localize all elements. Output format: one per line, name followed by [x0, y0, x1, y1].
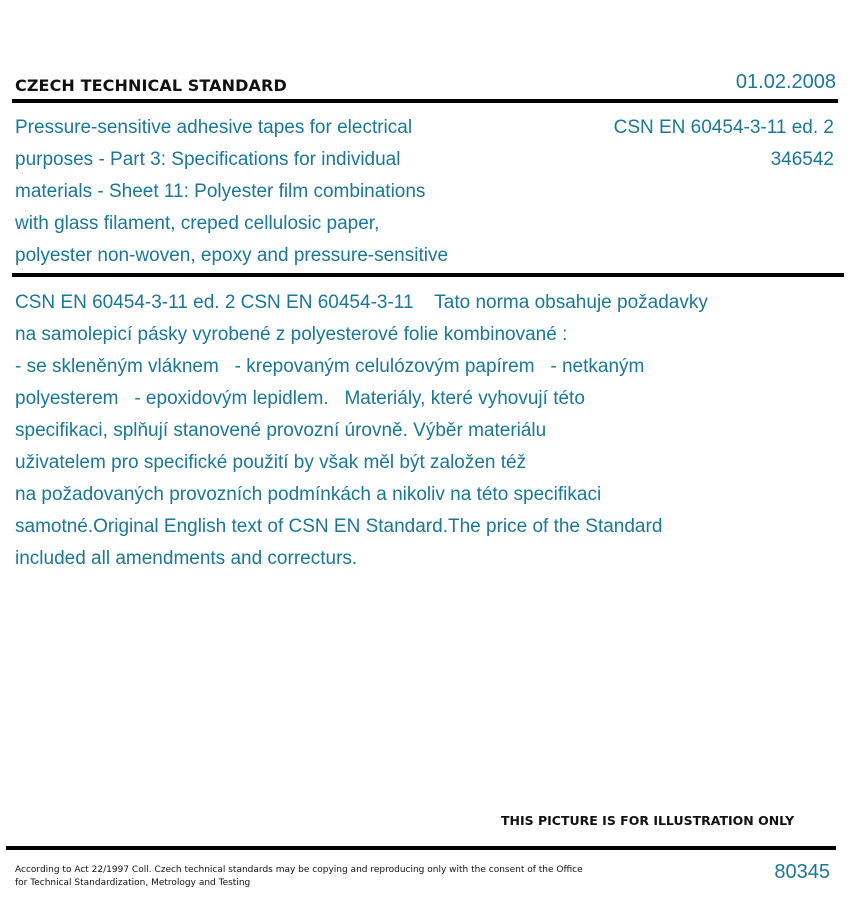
abstract-line: specifikaci, splňují stanovené provozní úrovně. Výběr materiálu: [15, 420, 547, 441]
title-line: with glass filament, creped cellulosic paper,: [15, 213, 380, 234]
abstract-line: - se skleněným vláknem - krepovaným celulózovým papírem - netkaným: [15, 356, 645, 377]
title-block: [15, 112, 535, 272]
top-rule: [12, 99, 838, 103]
title-line: polyester non-woven, epoxy and pressure-sensitive: [15, 245, 449, 266]
abstract: [15, 287, 815, 575]
catalog-number: 346542: [770, 149, 834, 170]
abstract-line: polyesterem - epoxidovým lepidlem. Materiály, které vyhovují této: [15, 388, 585, 409]
legal-line: According to Act 22/1997 Coll. Czech technical standards may be copying and reproducing only with the consent of the Office: [15, 865, 583, 875]
title-line: materials - Sheet 11: Polyester film combinations: [15, 181, 426, 202]
document-title: [15, 112, 520, 272]
abstract-line: uživatelem pro specifické použití by však měl být založen též: [15, 452, 527, 473]
abstract-line: na požadovaných provozních podmínkách a nikoliv na této specifikaci: [15, 484, 602, 505]
abstract-line: included all amendments and correcturs.: [15, 548, 358, 569]
abstract-line: samotné.Original English text of CSN EN Standard.The price of the Standard: [15, 516, 663, 537]
bottom-rule: [6, 846, 836, 850]
header-label: CZECH TECHNICAL STANDARD: [15, 76, 287, 95]
title-line: Pressure-sensitive adhesive tapes for electrical: [15, 117, 413, 138]
legal-notice: [15, 864, 585, 890]
document-id-block: [614, 112, 834, 176]
illustration-note: THIS PICTURE IS FOR ILLUSTRATION ONLY: [501, 813, 795, 828]
middle-rule: [12, 273, 844, 277]
publication-date: 01.02.2008: [735, 71, 836, 93]
title-line: purposes - Part 3: Specifications for individual: [15, 149, 401, 170]
abstract-line: na samolepicí pásky vyrobené z polyesterové folie kombinované :: [15, 324, 568, 345]
abstract-line: CSN EN 60454-3-11 ed. 2 CSN EN 60454-3-11 Tato norma obsahuje požadavky: [15, 292, 708, 313]
footer-id: 80345: [774, 861, 830, 883]
legal-line: for Technical Standardization, Metrology and Testing: [15, 878, 251, 888]
standard-designation: CSN EN 60454-3-11 ed. 2: [613, 117, 834, 138]
